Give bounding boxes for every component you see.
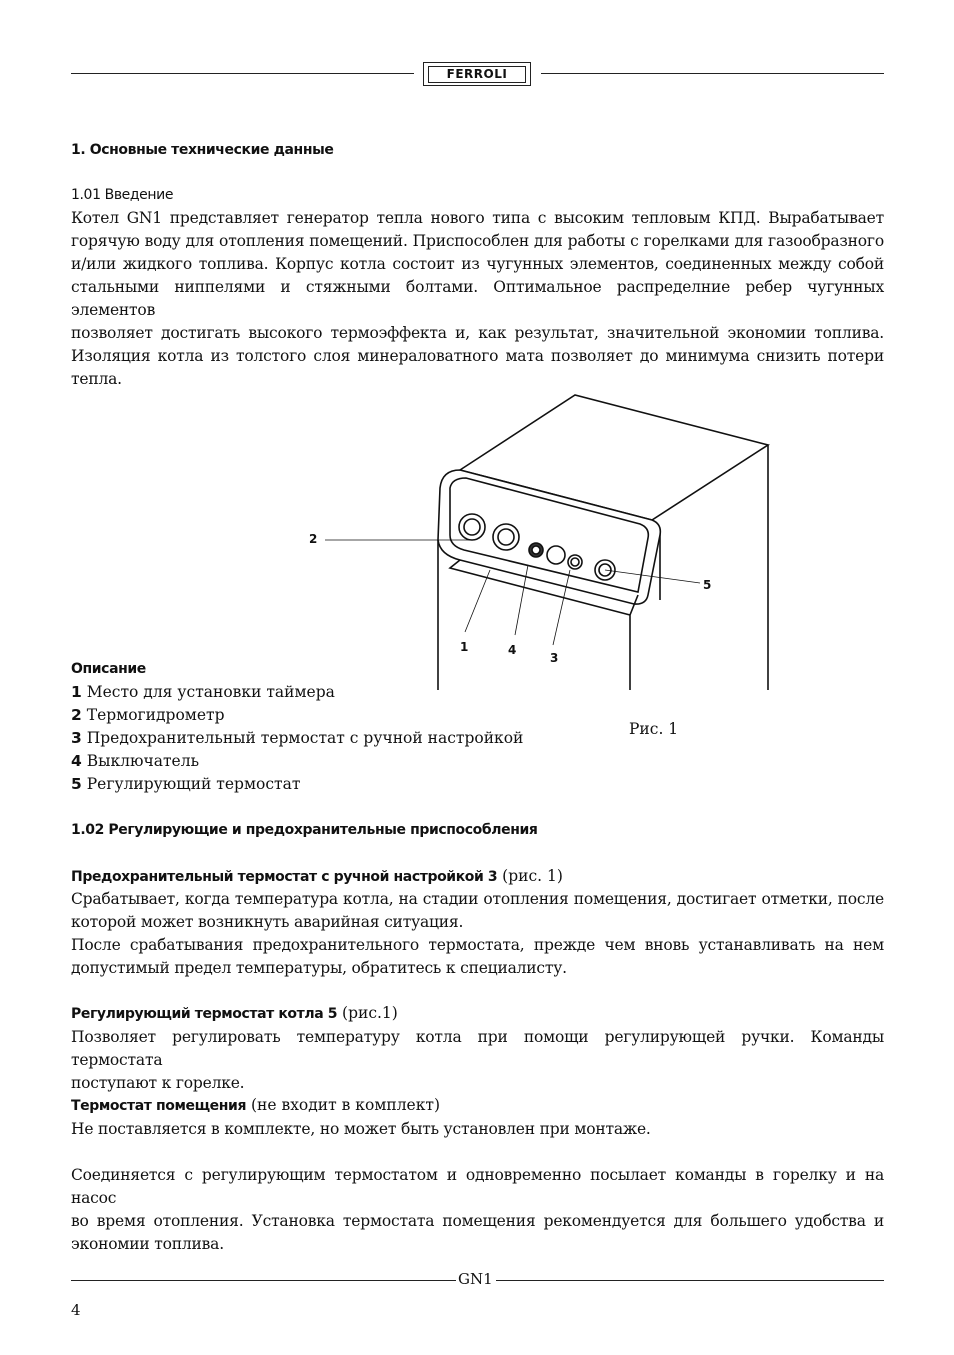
safety-title-row xyxy=(71,867,563,885)
callout-4: 4 xyxy=(508,643,517,657)
item-text: Место для установки таймера xyxy=(86,683,335,701)
page-number: 4 xyxy=(71,1301,81,1319)
safety-paragraph xyxy=(71,888,884,980)
regulating-title: Регулирующий термостат котла 5 xyxy=(71,1006,338,1022)
item-num: 4 xyxy=(71,752,82,770)
footer-rule-left xyxy=(71,1280,456,1281)
section-title: 1. Основные технические данные xyxy=(71,142,334,158)
callout-3: 3 xyxy=(550,651,559,665)
safety-line: После срабатывания предохранительного термостата, прежде чем вновь устанавливать на нем xyxy=(71,936,884,954)
intro-line: Изоляция котла из толстого слоя минераловатного мата позволяет до минимума снизить потери тепла. xyxy=(71,347,884,388)
room-title-row xyxy=(71,1096,440,1114)
boiler-figure xyxy=(300,390,780,695)
list-item xyxy=(71,727,523,750)
item-num: 1 xyxy=(71,683,82,701)
room-extra-line: экономии топлива. xyxy=(71,1235,224,1253)
regulating-line: Позволяет регулировать температуру котла при помощи регулирующей ручки. Команды термостата xyxy=(71,1028,884,1069)
safety-ref: (рис. 1) xyxy=(497,867,563,885)
room-paragraph xyxy=(71,1118,884,1141)
item-num: 5 xyxy=(71,775,82,793)
regulating-paragraph xyxy=(71,1026,884,1095)
safety-title: Предохранительный термостат с ручной настройкой 3 xyxy=(71,869,498,885)
regulating-title-row xyxy=(71,1004,398,1022)
header-rule-right xyxy=(541,73,884,74)
list-item xyxy=(71,750,523,773)
item-text: Предохранительный термостат с ручной настройкой xyxy=(86,729,524,747)
intro-line: и/или жидкого топлива. Корпус котла состоит из чугунных элементов, соединенных между собой xyxy=(71,255,884,273)
item-text: Термогидрометр xyxy=(86,706,225,724)
room-title: Термостат помещения xyxy=(71,1098,247,1114)
intro-line: горячую воду для отопления помещений. Приспособлен для работы с горелками для газообразного xyxy=(71,232,884,250)
figure-caption: Рис. 1 xyxy=(629,720,679,738)
logo-text: FERROLI xyxy=(446,67,508,81)
regulating-line: поступают к горелке. xyxy=(71,1074,245,1092)
callout-2: 2 xyxy=(309,532,318,546)
header-rule-left xyxy=(71,73,414,74)
intro-paragraph xyxy=(71,207,884,391)
list-item xyxy=(71,704,523,727)
regulating-ref: (рис.1) xyxy=(337,1004,398,1022)
intro-heading: 1.01 Введение xyxy=(71,187,174,203)
list-item xyxy=(71,681,523,704)
ferroli-logo xyxy=(423,62,531,86)
footer-model: GN1 xyxy=(458,1270,493,1288)
callout-5: 5 xyxy=(703,578,712,592)
item-num: 2 xyxy=(71,706,82,724)
room-extra-line: во время отопления. Установка термостата помещения рекомендуется для большего удобства и xyxy=(71,1212,884,1230)
footer-rule-right xyxy=(496,1280,884,1281)
room-ref: (не входит в комплект) xyxy=(246,1096,441,1114)
intro-line: стальными ниппелями и стяжными болтами. Оптимальное распределние ребер чугунных элементов xyxy=(71,278,884,319)
devices-heading: 1.02 Регулирующие и предохранительные приспособления xyxy=(71,822,538,838)
safety-line: которой может возникнуть аварийная ситуация. xyxy=(71,913,464,931)
room-extra-paragraph xyxy=(71,1164,884,1256)
item-num: 3 xyxy=(71,729,82,747)
description-heading: Описание xyxy=(71,661,146,677)
intro-line: позволяет достигать высокого термоэффекта и, как результат, значительной экономии топлива. xyxy=(71,324,884,342)
item-text: Регулирующий термостат xyxy=(86,775,301,793)
safety-line: допустимый предел температуры, обратитесь к специалисту. xyxy=(71,959,567,977)
description-list xyxy=(71,681,523,796)
list-item xyxy=(71,773,523,796)
callout-1: 1 xyxy=(460,640,469,654)
room-extra-line: Соединяется с регулирующим термостатом и одновременно посылает команды в горелку и на насос xyxy=(71,1166,884,1207)
item-text: Выключатель xyxy=(86,752,200,770)
room-line: Не поставляется в комплекте, но может быть установлен при монтаже. xyxy=(71,1120,651,1138)
safety-line: Срабатывает, когда температура котла, на стадии отопления помещения, достигает отметки, после xyxy=(71,890,884,908)
intro-line: Котел GN1 представляет генератор тепла нового типа с высоким тепловым КПД. Вырабатывает xyxy=(71,209,884,227)
